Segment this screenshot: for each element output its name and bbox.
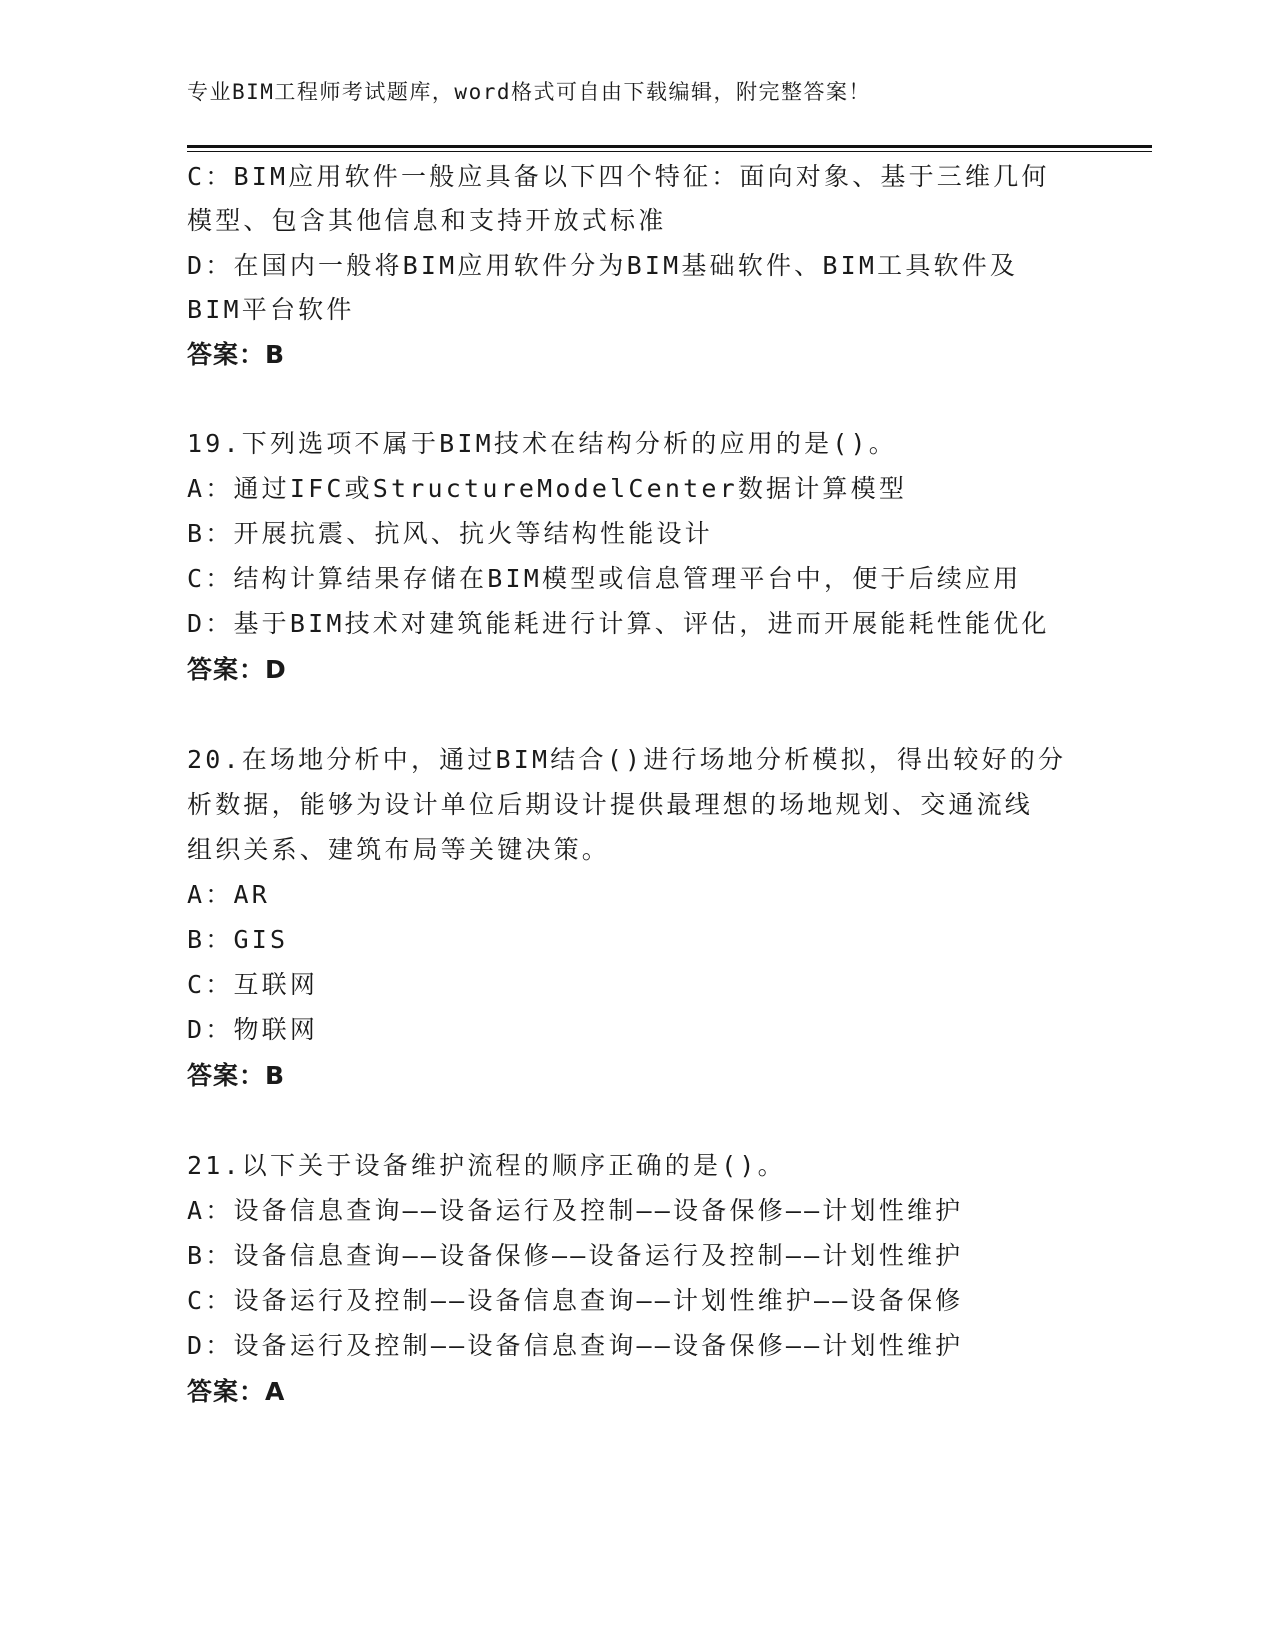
q20-option-c: C：互联网 xyxy=(187,970,319,999)
q19-answer: 答案：D xyxy=(187,655,287,684)
q20-question-line1: 20.在场地分析中，通过BIM结合()进行场地分析模拟，得出较好的分 xyxy=(187,745,1067,774)
q18-option-c-line1: C：BIM应用软件一般应具备以下四个特征：面向对象、基于三维几何 xyxy=(187,162,1050,191)
q20-question-line2: 析数据，能够为设计单位后期设计提供最理想的场地规划、交通流线 xyxy=(187,790,1034,819)
q20-option-a: A：AR xyxy=(187,880,270,909)
q19-question: 19.下列选项不属于BIM技术在结构分析的应用的是()。 xyxy=(187,429,898,458)
q18-option-d-line1: D：在国内一般将BIM应用软件分为BIM基础软件、BIM工具软件及 xyxy=(187,251,1019,280)
header-rule-thin xyxy=(187,151,1152,152)
q18-answer: 答案：B xyxy=(187,340,286,369)
q21-option-d: D：设备运行及控制——设备信息查询——设备保修——计划性维护 xyxy=(187,1331,964,1360)
page-header: 专业BIM工程师考试题库，word格式可自由下载编辑，附完整答案！ xyxy=(187,80,871,104)
q21-option-a: A：设备信息查询——设备运行及控制——设备保修——计划性维护 xyxy=(187,1196,964,1225)
q18-option-d-line2: BIM平台软件 xyxy=(187,295,355,324)
q21-option-b: B：设备信息查询——设备保修——设备运行及控制——计划性维护 xyxy=(187,1241,964,1270)
header-rule-thick xyxy=(187,145,1152,148)
q19-option-b: B：开展抗震、抗风、抗火等结构性能设计 xyxy=(187,519,713,548)
q20-option-b: B：GIS xyxy=(187,925,289,954)
q20-option-d: D：物联网 xyxy=(187,1015,319,1044)
q20-question-line3: 组织关系、建筑布局等关键决策。 xyxy=(187,835,611,864)
q18-option-c-line2: 模型、包含其他信息和支持开放式标准 xyxy=(187,206,667,235)
q21-question: 21.以下关于设备维护流程的顺序正确的是()。 xyxy=(187,1151,786,1180)
q19-option-a: A：通过IFC或StructureModelCenter数据计算模型 xyxy=(187,474,908,503)
q20-answer: 答案：B xyxy=(187,1061,286,1090)
q21-answer: 答案：A xyxy=(187,1377,286,1406)
q19-option-d: D：基于BIM技术对建筑能耗进行计算、评估，进而开展能耗性能优化 xyxy=(187,609,1050,638)
q21-option-c: C：设备运行及控制——设备信息查询——计划性维护——设备保修 xyxy=(187,1286,964,1315)
q19-option-c: C：结构计算结果存储在BIM模型或信息管理平台中，便于后续应用 xyxy=(187,564,1022,593)
